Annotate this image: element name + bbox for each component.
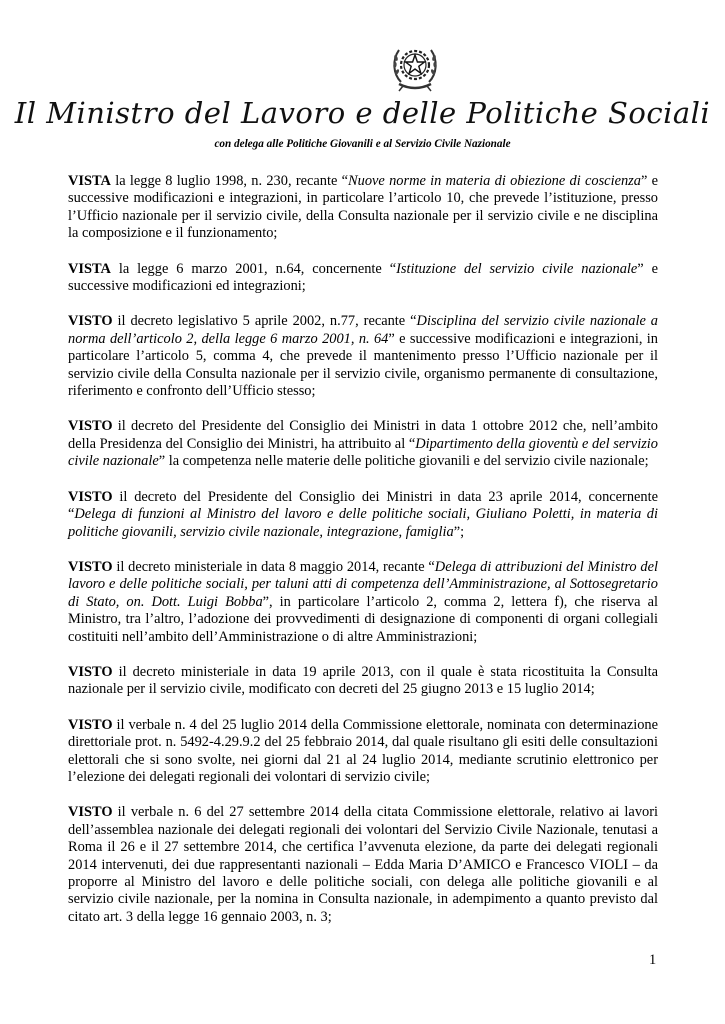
cited-title: Delega di attribuzioni del Ministro del lavoro e delle politiche sociali, per taluni atti di competenza dell’Amministrazione, al Sottosegretario di Stato, on. Dott. Luigi Bobba xyxy=(68,558,658,610)
recital-text: il decreto del Presidente del Consiglio dei Ministri in data 23 aprile 2014, concernente “ xyxy=(68,488,658,523)
recital-text: la legge 8 luglio 1998, n. 230, recante “ xyxy=(110,173,349,189)
recital-lead-word: VISTO xyxy=(68,313,113,330)
recital-lead-word: VISTO xyxy=(68,558,113,575)
recital-lead-word: VISTA xyxy=(68,173,111,189)
cited-title: Nuove norme in materia di obiezione di coscienza xyxy=(348,173,641,189)
recital-paragraph xyxy=(68,717,658,787)
recital-paragraph xyxy=(68,418,658,470)
recital-text: ” la competenza nelle materie delle politiche giovanili e del servizio civile nazionale; xyxy=(158,453,649,470)
recital-text: il verbale n. 4 del 25 luglio 2014 della Commissione elettorale, nominata con determinazione direttoriale prot. n. 5492-4.29.9.2 del 25 febbraio 2014, dal quale risultano gli esiti delle consultazioni elettorali che si sono svolte, nei giorni dal 21 al 24 luglio 2014, mediante scrutinio elettronico per l’elezione dei delegati regionali dei volontari di servizio civile; xyxy=(68,716,658,785)
recital-text: il verbale n. 6 del 27 settembre 2014 della citata Commissione elettorale, relativo ai lavori dell’assemblea nazionale dei delegati regionali dei volontari del Servizio Civile Nazionale, tenutasi a Roma il 26 e il 27 settembre 2014, che certifica l’avvenuta elezione, da parte dei delegati regionali 2014 intervenuti, dei due rappresentanti nazionali – Edda Maria D’AMICO e Francesco VIOLI – da proporre al Ministro del lavoro e delle politiche sociali, con delega alle politiche giovanili e al servizio civile nazionale, per la nomina in Consulta nazionale, in adempimento a quanto previsto dal citato art. 3 della legge 16 gennaio 2003, n. 3; xyxy=(68,804,658,925)
recital-paragraph xyxy=(68,261,658,296)
ministry-title: Il Ministro del Lavoro e delle Politiche Sociali xyxy=(14,96,711,130)
recital-lead-word: VISTA xyxy=(68,260,111,277)
cited-title: Dipartimento della gioventù e del servizio civile nazionale xyxy=(68,435,658,470)
italian-republic-emblem-icon xyxy=(389,38,441,94)
recital-lead-word: VISTO xyxy=(68,716,113,733)
recital-text: ” e successive modificazioni e integrazioni, in particolare l’articolo 10, che prevede l’istituzione, presso l’Ufficio nazionale per il servizio civile, della Consulta nazionale per il servizio civile e ne disciplina la composizione e il funzionamento; xyxy=(68,173,659,242)
recital-lead-word: VISTO xyxy=(68,418,113,435)
recital-text: il decreto legislativo 5 aprile 2002, n.77, recante “ xyxy=(112,313,417,330)
cited-title: Istituzione del servizio civile nazionale xyxy=(396,260,638,277)
recital-paragraph xyxy=(68,313,658,400)
page-number: 1 xyxy=(649,952,657,968)
recital-text: ” e successive modificazioni e integrazioni, in particolare l’articolo 5, comma 4, che prevede il mantenimento presso l’Ufficio nazionale per il servizio civile della Consulta nazionale per il servizio civile, organismo permanente di consultazione, riferimento e confronto dell’Ufficio stesso; xyxy=(68,330,658,400)
cited-title: Disciplina del servizio civile nazionale a norma dell’articolo 2, della legge 6 marzo 2001, n. 64 xyxy=(68,313,658,347)
recital-lead-word: VISTO xyxy=(68,488,113,505)
recital-text: il decreto ministeriale in data 8 maggio 2014, recante “ xyxy=(112,558,435,575)
cited-title: Delega di funzioni al Ministro del lavoro e delle politiche sociali, Giuliano Poletti, in materia di politiche giovanili, servizio civile nazionale, integrazione, famiglia xyxy=(68,506,658,540)
recital-text: il decreto ministeriale in data 19 aprile 2013, con il quale è stata ricostituita la Consulta nazionale per il servizio civile, modificato con decreti del 25 giugno 2013 e 15 luglio 2014; xyxy=(68,663,658,698)
recital-text: la legge 6 marzo 2001, n.64, concernente “ xyxy=(110,260,397,277)
recital-text: ”, in particolare l’articolo 2, comma 2, lettera f), che riserva al Ministro, tra l’altro, l’adozione dei provvedimenti di designazione di componenti di organi collegiali costituiti nell’ambito dell’Amministrazione o di altre Amministrazioni; xyxy=(68,593,658,645)
recital-paragraph xyxy=(68,489,658,541)
recital-paragraph xyxy=(68,664,658,699)
recital-paragraph xyxy=(68,804,658,926)
recital-paragraph xyxy=(68,559,658,646)
recital-text: il decreto del Presidente del Consiglio dei Ministri in data 1 ottobre 2012 che, nell’ambito della Presidenza del Consiglio dei Ministri, ha attribuito al “ xyxy=(68,418,658,452)
recital-lead-word: VISTO xyxy=(68,663,113,680)
recital-text: ”; xyxy=(453,523,465,540)
recital-paragraph xyxy=(68,173,658,243)
recital-lead-word: VISTO xyxy=(68,804,113,821)
ministry-subtitle: con delega alle Politiche Giovanili e al Servizio Civile Nazionale xyxy=(214,138,511,150)
recital-text: ” e successive modificazioni ed integrazioni; xyxy=(68,260,658,295)
document-body xyxy=(68,173,658,944)
